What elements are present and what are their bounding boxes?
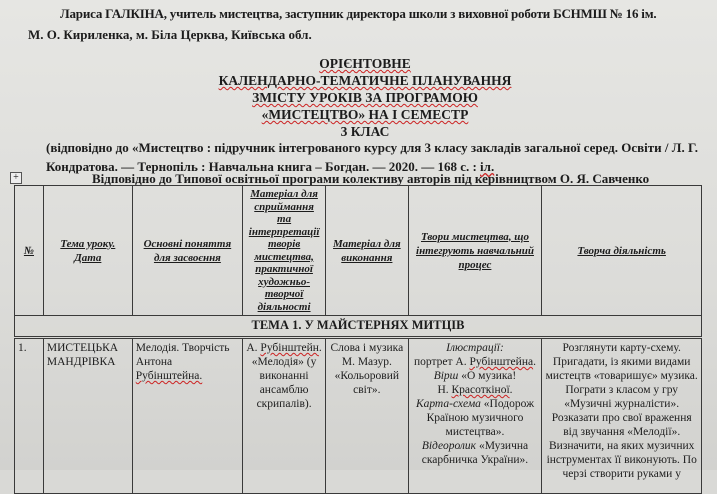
works-line-1: Ілюстрації: (446, 342, 504, 354)
row-concepts-text: Мелодія. Творчість Антона (135, 342, 230, 368)
row-performance: Слова і музика М. Мазур. «Кольоровий світ». (326, 338, 408, 494)
row-perception-b: Рубінштейн (260, 342, 319, 354)
title-line-4: «МИСТЕЦТВО» НА І СЕМЕСТР (261, 107, 469, 122)
works-line-5-b: «Подорож Країною музичного мистецтва». (426, 398, 535, 438)
table-row (15, 338, 702, 494)
row-perception-c: . «Мелодія» (у виконанні ансамблю скрипалів). (251, 342, 322, 410)
header-performance: Матеріал для виконання (326, 186, 408, 316)
row-num: 1. (15, 338, 44, 494)
works-line-2-a: портрет А. (414, 356, 470, 368)
author-line: Лариса ГАЛКІНА, учитель мистецтва, заступник директора школи з виховної роботи БСНМШ № 16 ім. (60, 6, 657, 21)
reference-line-2-text: Кондратова. — Тернопіль : Навчальна книга – Богдан. — 2020. — 168 с. : (46, 159, 481, 174)
title-line-2: КАЛЕНДАРНО-ТЕМАТИЧНЕ ПЛАНУВАННЯ (218, 73, 512, 88)
works-line-5 (412, 397, 539, 439)
school-line: М. О. Кириленка, м. Біла Церква, Київська обл. (28, 27, 312, 42)
reference-line-2-end: іл. (480, 159, 495, 174)
planning-table (14, 185, 702, 494)
row-activity: Розглянути карту-схему. Пригадати, із якими видами мистецтв «товаришує» музика. Пограти з класом у гру «Музичні журналісти». Розказати про свої враження від звучання «Мелодії». Визначити, на яких музичних інструментах її виконують. По черзі створити руками у (542, 338, 702, 494)
works-line-4-b: Красоткіної (451, 384, 510, 396)
works-line-6-a: Відеоролик (421, 440, 477, 452)
table-move-handle-icon[interactable]: + (10, 172, 22, 184)
works-line-3-a: Вірш (433, 370, 459, 382)
row-perception-a: А. (246, 342, 261, 354)
works-line-5-a: Карта-схема (415, 398, 481, 410)
row-topic: МИСТЕЦЬКА МАНДРІВКА (43, 338, 132, 494)
title-line-1: ОРІЄНТОВНЕ (319, 56, 411, 71)
works-line-2-c: . (533, 356, 536, 368)
works-line-6-b: «Музична скарбничка України». (421, 440, 529, 466)
header-num: № (15, 186, 44, 316)
header-activity: Творча діяльність (542, 186, 702, 316)
works-line-3 (412, 369, 539, 383)
title-line-5: 3 КЛАС (340, 124, 390, 139)
row-concepts-name: Рубінштейна. (135, 370, 203, 382)
row-concepts (132, 338, 242, 494)
works-line-3-b: «О музика! (458, 370, 517, 382)
works-line-4-a: Н. (437, 384, 452, 396)
table-header-row (15, 186, 702, 316)
works-line-2 (412, 355, 539, 369)
topic-heading: ТЕМА 1. У МАЙСТЕРНЯХ МИТЦІВ (15, 316, 702, 338)
row-perception (243, 338, 326, 494)
header-perception: Матеріал для сприймання та інтерпретації творів мистецтва, практичної художньо-творчої діяльності (243, 186, 326, 316)
header-works: Твори мистецтва, що інтегрують навчальний процес (408, 186, 542, 316)
works-line-2-b: Рубінштейна (469, 356, 534, 368)
works-line-6 (412, 439, 539, 467)
header-topic: Тема уроку. Дата (43, 186, 132, 316)
title-line-3: ЗМІСТУ УРОКІВ ЗА ПРОГРАМОЮ (252, 90, 478, 105)
works-line-4 (412, 383, 539, 397)
header-concepts: Основні поняття для засвоєння (132, 186, 242, 316)
program-line: Відповідно до Типової освітньої програми колективу авторів під керівництвом О. Я. Савченко (92, 171, 650, 186)
row-works (408, 338, 542, 494)
topic-heading-row (15, 316, 702, 338)
reference-line-1: (відповідно до «Мистецтво : підручник інтегрованого курсу для 3 класу закладів загальної серед. Освіти / Л. Г. (46, 140, 698, 155)
document-title (40, 55, 690, 140)
works-line-4-c: . (509, 384, 513, 396)
